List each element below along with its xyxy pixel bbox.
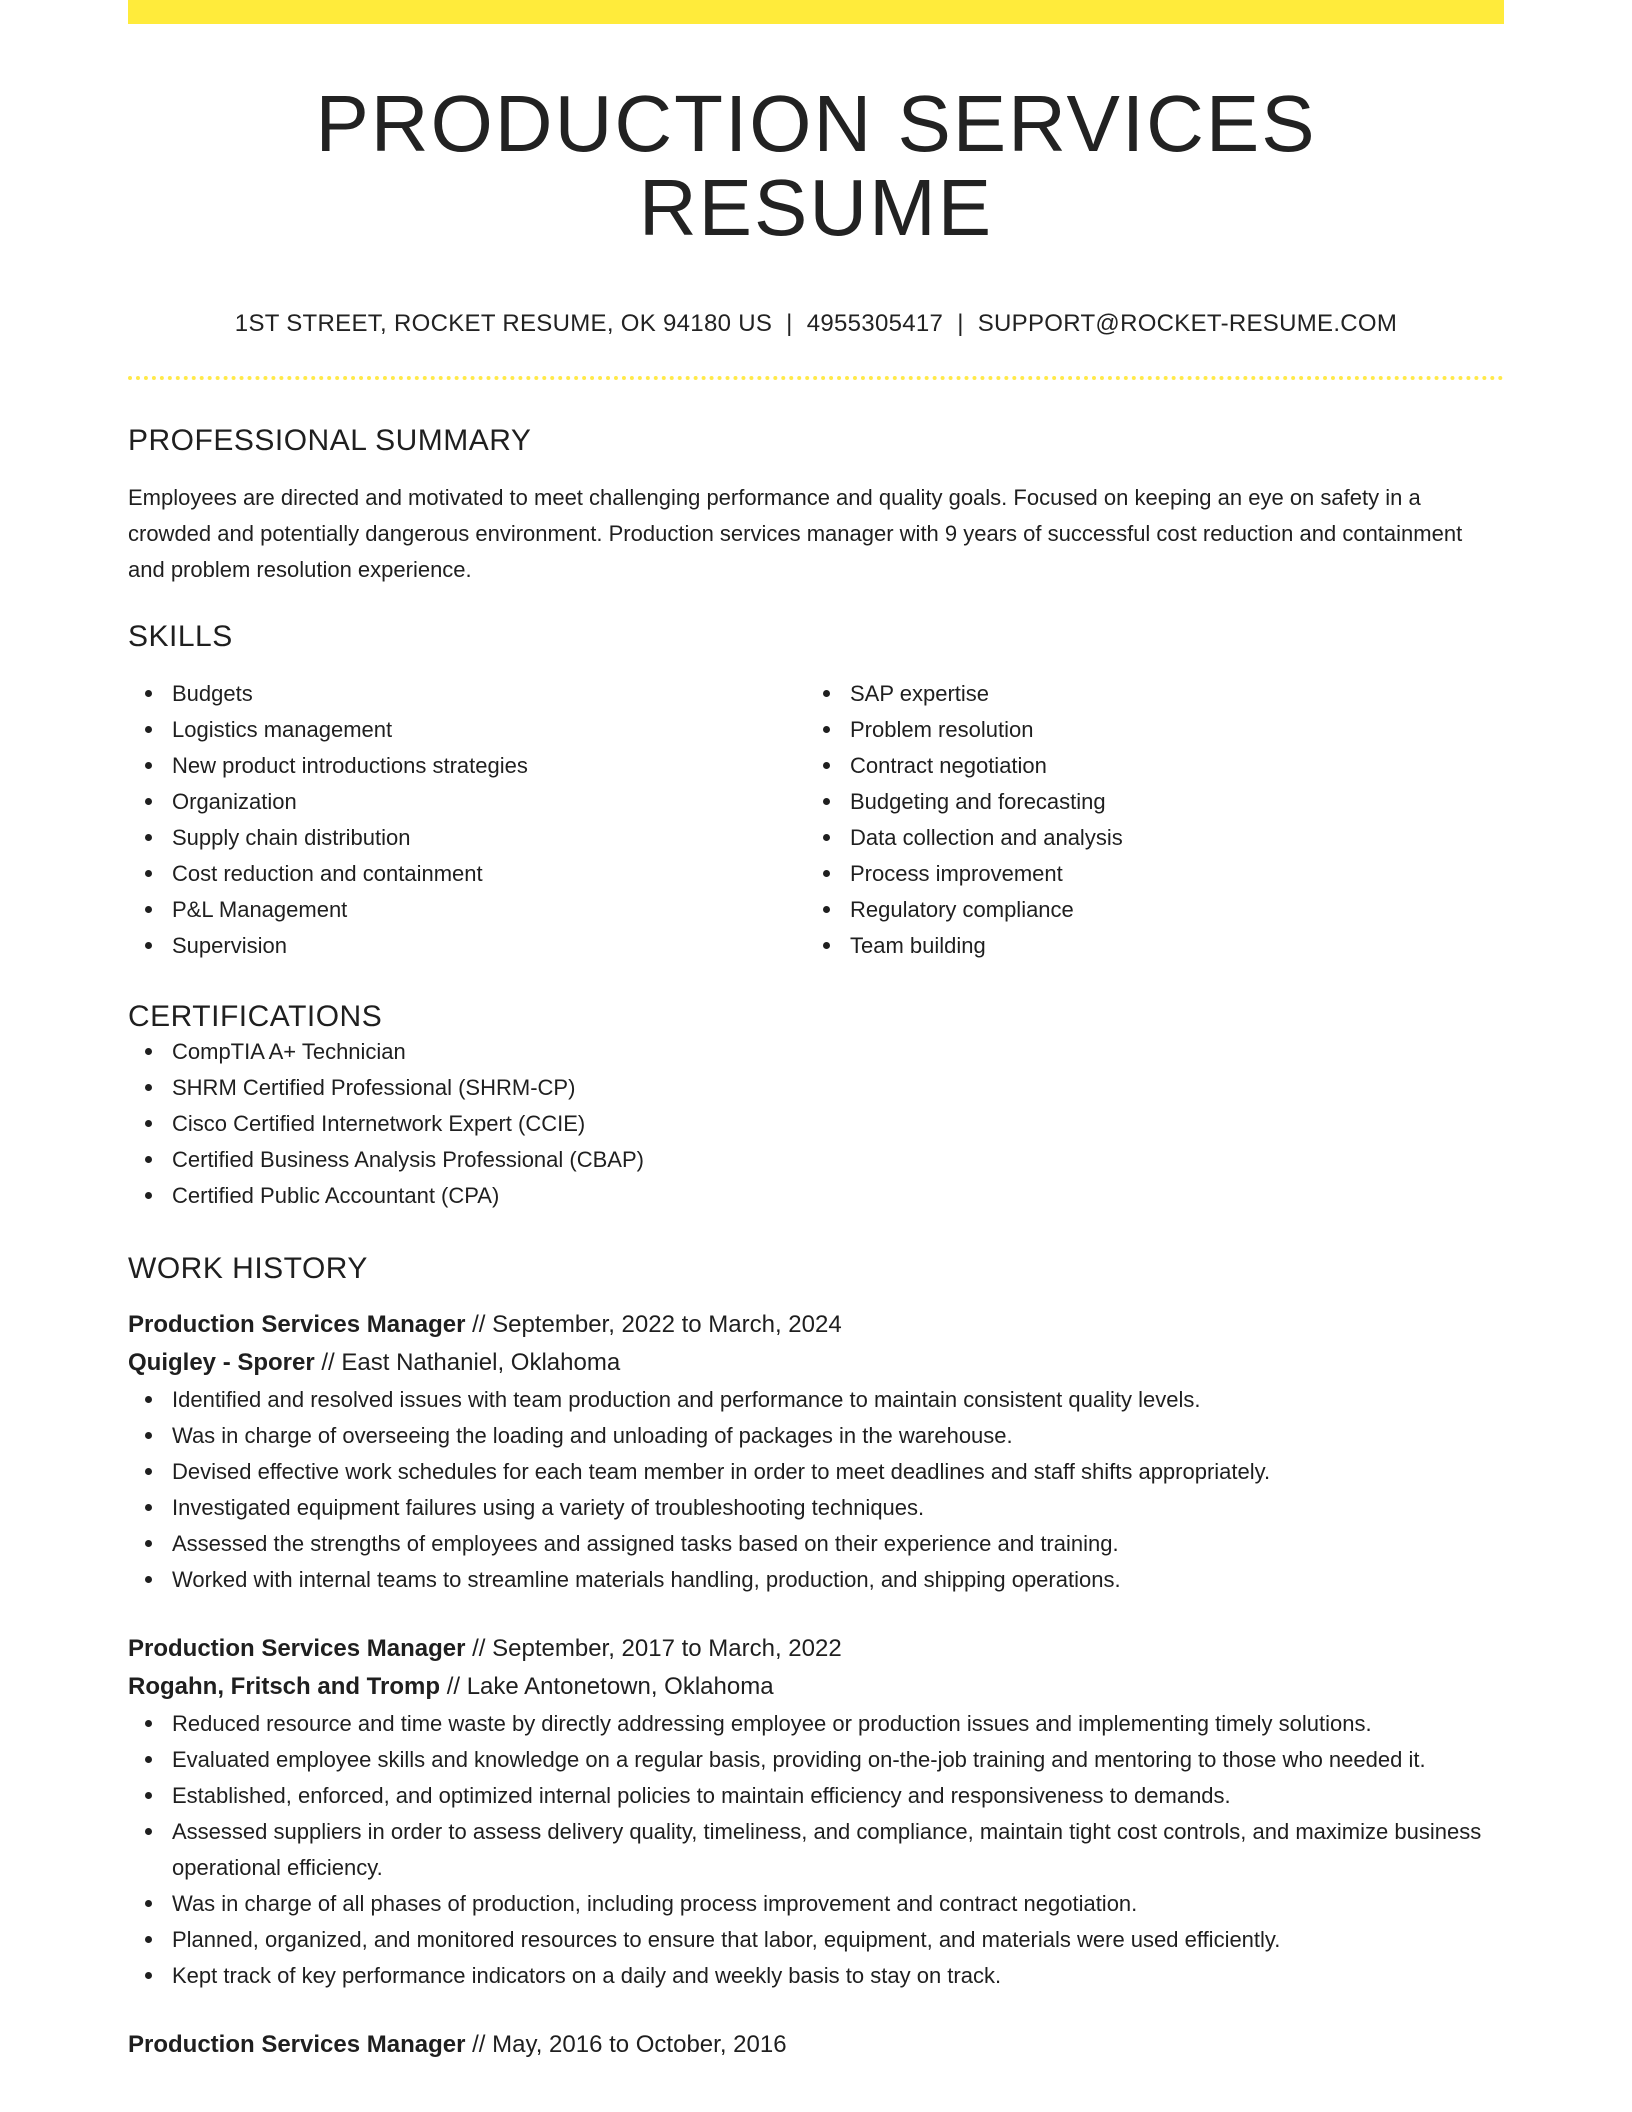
email: SUPPORT@ROCKET-RESUME.COM (977, 310, 1398, 337)
job-duty: Was in charge of all phases of production, including process improvement and contract negotiation. (172, 1886, 1504, 1922)
job-duty: Planned, organized, and monitored resources to ensure that labor, equipment, and materials were used efficiently. (172, 1922, 1504, 1958)
job-duty: Established, enforced, and optimized internal policies to maintain efficiency and responsiveness to demands. (172, 1778, 1504, 1814)
certifications-heading: CERTIFICATIONS (128, 1000, 383, 1033)
certification-item: Certified Public Accountant (CPA) (172, 1178, 1504, 1214)
work-history-heading: WORK HISTORY (128, 1252, 368, 1285)
summary-text: Employees are directed and motivated to meet challenging performance and quality goals. Focused on keeping an eye on safety in a crowded and potentially dangerous environment. Production services manager with 9 years of successful cost reduction and containment and problem resolution experience. (128, 485, 1463, 582)
job-title-line (128, 1630, 1504, 1668)
address: 1ST STREET, ROCKET RESUME, OK 94180 US (234, 310, 773, 337)
skill-item: Supply chain distribution (172, 820, 806, 856)
job-company: Rogahn, Fritsch and Tromp (128, 1673, 441, 1700)
job-title: Production Services Manager (128, 1311, 466, 1338)
skill-item: SAP expertise (850, 676, 1484, 712)
job-duty: Evaluated employee skills and knowledge on a regular basis, providing on-the-job training and mentoring to those who needed it. (172, 1742, 1504, 1778)
contact-line (128, 310, 1504, 338)
job-duty: Assessed suppliers in order to assess delivery quality, timeliness, and compliance, maintain tight cost controls, and maximize business operational efficiency. (172, 1814, 1504, 1886)
certification-item: CompTIA A+ Technician (172, 1034, 1504, 1070)
skill-item: Budgets (172, 676, 806, 712)
skill-item: Supervision (172, 928, 806, 964)
separator: | (957, 310, 964, 337)
job-duty: Assessed the strengths of employees and assigned tasks based on their experience and training. (172, 1526, 1504, 1562)
job-company-line (128, 1668, 1504, 1706)
skills-column-right (806, 676, 1484, 964)
job-duty: Investigated equipment failures using a variety of troubleshooting techniques. (172, 1490, 1504, 1526)
skill-item: P&L Management (172, 892, 806, 928)
job-duty: Devised effective work schedules for each team member in order to meet deadlines and staff shifts appropriately. (172, 1454, 1504, 1490)
skill-item: Data collection and analysis (850, 820, 1484, 856)
skills-list-right (806, 676, 1484, 964)
summary-heading: PROFESSIONAL SUMMARY (128, 424, 532, 457)
skill-item: Organization (172, 784, 806, 820)
skills-grid (128, 676, 1504, 964)
skills-column-left (128, 676, 806, 964)
job-dates: // September, 2022 to March, 2024 (472, 1311, 842, 1338)
job-dates: // May, 2016 to October, 2016 (472, 2031, 787, 2058)
certification-item: Certified Business Analysis Professional (CBAP) (172, 1142, 1504, 1178)
skill-item: Cost reduction and containment (172, 856, 806, 892)
certification-item: SHRM Certified Professional (SHRM-CP) (172, 1070, 1504, 1106)
job-duty: Identified and resolved issues with team production and performance to maintain consistent quality levels. (172, 1382, 1504, 1418)
skills-list-left (128, 676, 806, 964)
dotted-divider (128, 376, 1504, 380)
skills-heading: SKILLS (128, 620, 233, 653)
phone: 4955305417 (806, 310, 944, 337)
job-title-line (128, 1306, 1504, 1344)
skill-item: Budgeting and forecasting (850, 784, 1484, 820)
separator: | (786, 310, 793, 337)
job-duty: Kept track of key performance indicators on a daily and weekly basis to stay on track. (172, 1958, 1504, 1994)
job-company-line (128, 1344, 1504, 1382)
job-duty: Worked with internal teams to streamline materials handling, production, and shipping operations. (172, 1562, 1504, 1598)
job-duties-list (128, 1706, 1504, 1994)
skill-item: Process improvement (850, 856, 1484, 892)
job-title: Production Services Manager (128, 2031, 466, 2058)
job-location: // Lake Antonetown, Oklahoma (446, 1673, 774, 1700)
certification-item: Cisco Certified Internetwork Expert (CCIE) (172, 1106, 1504, 1142)
job-location: // East Nathaniel, Oklahoma (321, 1349, 621, 1376)
top-accent-bar (128, 0, 1504, 24)
job-duty: Reduced resource and time waste by directly addressing employee or production issues and implementing timely solutions. (172, 1706, 1504, 1742)
skill-item: Problem resolution (850, 712, 1484, 748)
resume-page (128, 0, 1504, 2064)
job-company: Quigley - Sporer (128, 1349, 315, 1376)
skill-item: Team building (850, 928, 1484, 964)
job-title: Production Services Manager (128, 1635, 466, 1662)
job-duties-list (128, 1382, 1504, 1598)
skill-item: Regulatory compliance (850, 892, 1484, 928)
page-title: PRODUCTION SERVICES RESUME (315, 79, 1317, 252)
skill-item: Contract negotiation (850, 748, 1484, 784)
job-title-line (128, 2026, 1504, 2064)
job-dates: // September, 2017 to March, 2022 (472, 1635, 842, 1662)
job-duty: Was in charge of overseeing the loading and unloading of packages in the warehouse. (172, 1418, 1504, 1454)
certifications-list (128, 1034, 1504, 1214)
skill-item: New product introductions strategies (172, 748, 806, 784)
skill-item: Logistics management (172, 712, 806, 748)
